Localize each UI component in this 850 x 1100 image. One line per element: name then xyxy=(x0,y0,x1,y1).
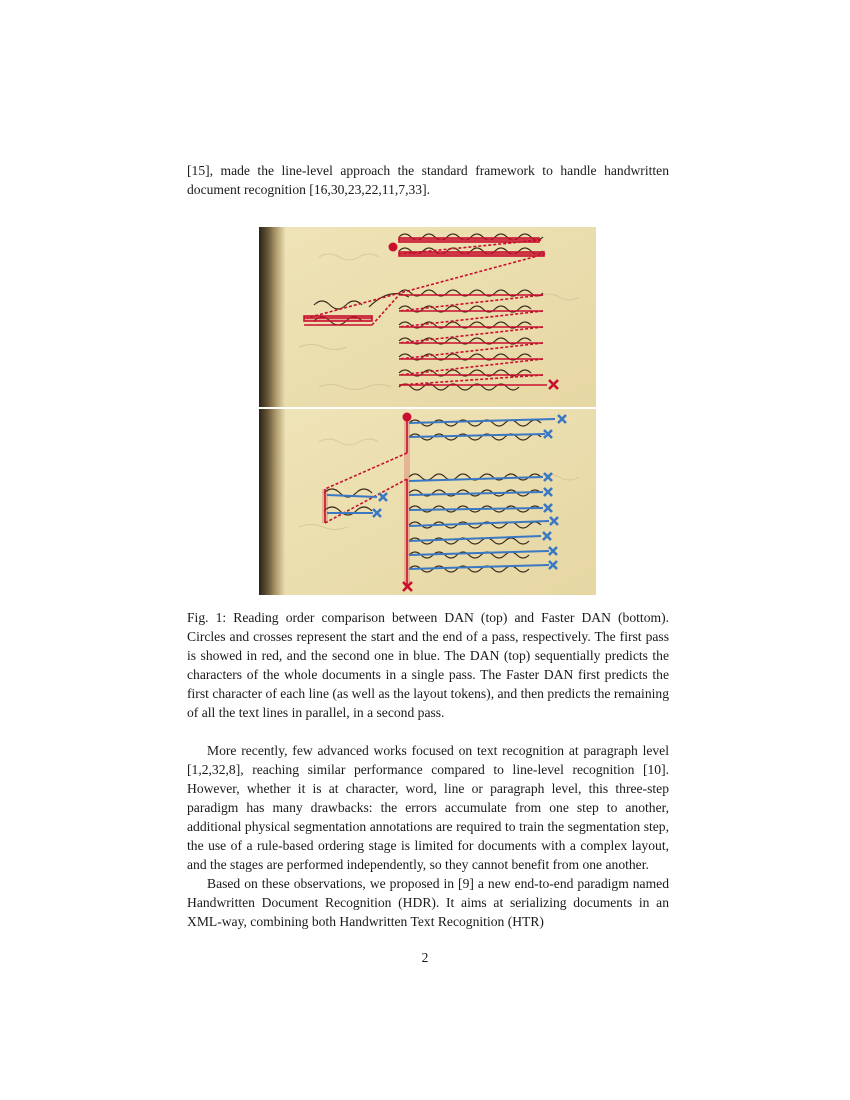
caption-text: Fig. 1: Reading order comparison between DAN (top) and Faster DAN (bottom). Circles and crosses represent the start and the end of a pass, respectively. The first pass is showed in red, and the second one in blue. The DAN (top) sequentially predicts the characters of the whole documents in a single pass. The Faster DAN first predicts the first character of each line (as well as the layout tokens), and then predicts the remaining of all the text lines in parallel, in a second pass. xyxy=(187,610,669,720)
lead-paragraph xyxy=(187,161,669,199)
book-binding-bottom xyxy=(259,409,285,595)
faster-dan-bottom-panel xyxy=(259,409,596,595)
book-binding-top xyxy=(259,227,285,407)
paragraph-1: More recently, few advanced works focused on text recognition at paragraph level [1,2,32,8], reaching similar performance compared to line-level recognition [10]. However, whether it is at character, word, line or paragraph level, this three-step paradigm has many drawbacks: the errors accumulate from one step to another, additional physical segmentation annotations are required to train the segmentation step, the use of a rule-based ordering stage is limited for documents with a complex layout, and the stages are performed independently, so they cannot benefit from one another. xyxy=(187,743,669,872)
page-number: 2 xyxy=(421,950,429,965)
first-pass-start-marker-bottom xyxy=(403,413,412,422)
paragraph-2: Based on these observations, we proposed in [9] a new end-to-end paradigm named Handwritten Document Recognition (HDR). It aims at serializing documents in an XML-way, combining both Handwritten Text Recognition (HTR) xyxy=(187,876,669,929)
dan-top-panel xyxy=(259,227,596,407)
first-pass-start-marker xyxy=(389,243,398,252)
reading-order-figure xyxy=(259,227,596,595)
figure-caption xyxy=(187,608,669,722)
lead-text: [15], made the line-level approach the standard framework to handle handwritten document recognition [16,30,23,22,11,7,33]. xyxy=(187,163,669,197)
body-text xyxy=(187,741,669,931)
figure-1 xyxy=(259,227,596,595)
